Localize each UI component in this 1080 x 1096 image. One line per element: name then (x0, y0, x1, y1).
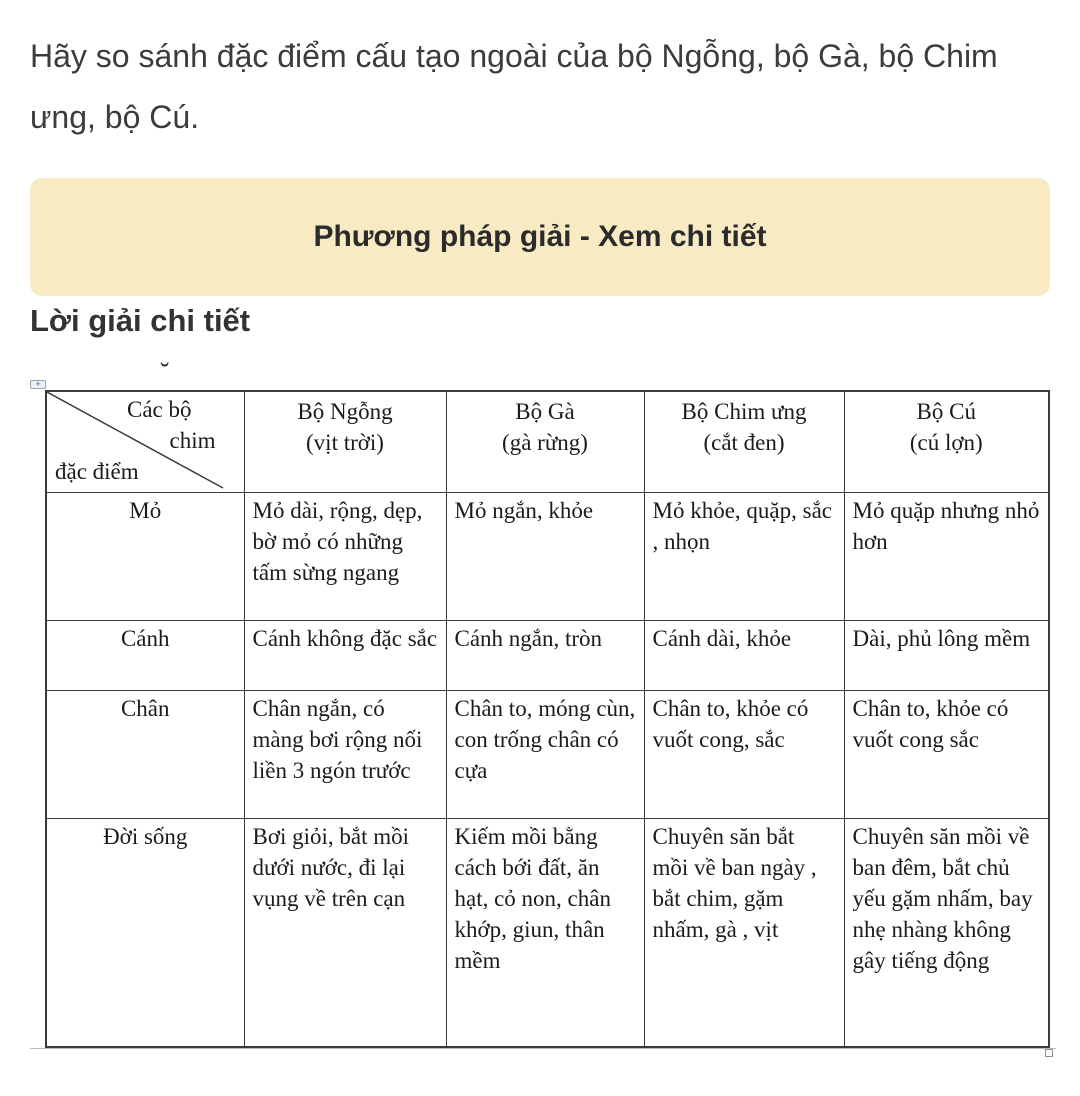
table-cell: Cánh ngắn, tròn (446, 620, 644, 690)
row-label-chan: Chân (46, 690, 244, 818)
comparison-table (45, 390, 1050, 1048)
table-row (46, 620, 1049, 690)
table-row (46, 690, 1049, 818)
table-cell: Chân ngắn, có màng bơi rộng nối liền 3 ngón trước (244, 690, 446, 818)
column-name: Bộ Ngỗng (297, 399, 393, 424)
table-cell: Cánh dài, khỏe (644, 620, 844, 690)
corner-label-top2: chim (169, 428, 216, 453)
table-cell: Mỏ ngắn, khỏe (446, 492, 644, 620)
column-name: Bộ Gà (515, 399, 575, 424)
table-corner-cell (46, 391, 244, 492)
row-label-doi-song: Đời sống (46, 818, 244, 1047)
table-row (46, 492, 1049, 620)
row-label-canh: Cánh (46, 620, 244, 690)
table-row (46, 818, 1049, 1047)
column-subtitle: (gà rừng) (502, 430, 588, 455)
column-header-chim-ung (644, 391, 844, 492)
column-subtitle: (vịt trời) (306, 430, 384, 455)
corner-label-bottom: đặc điểm (55, 459, 139, 484)
column-header-cu (844, 391, 1049, 492)
table-cell: Mỏ khỏe, quặp, sắc , nhọn (644, 492, 844, 620)
table-cell: Chân to, khỏe có vuốt cong sắc (844, 690, 1049, 818)
table-cell: Dài, phủ lông mềm (844, 620, 1049, 690)
table-cell: Chân to, khỏe có vuốt cong, sắc (644, 690, 844, 818)
corner-label-top: Các bộ (126, 397, 192, 422)
column-name: Bộ Chim ưng (681, 399, 807, 424)
page-edge-line (30, 1048, 1056, 1049)
cropped-text-fragment: ˘ (160, 360, 170, 378)
table-cell: Mỏ quặp nhưng nhỏ hơn (844, 492, 1049, 620)
table-cell: Chuyên săn mồi về ban đêm, bắt chủ yếu gặm nhấm, bay nhẹ nhàng không gây tiếng động (844, 818, 1049, 1047)
column-subtitle: (cắt đen) (703, 430, 785, 455)
table-cell: Cánh không đặc sắc (244, 620, 446, 690)
question-text: Hãy so sánh đặc điểm cấu tạo ngoài của bộ Ngỗng, bộ Gà, bộ Chim ưng, bộ Cú. (30, 38, 998, 135)
table-move-handle-icon: + (30, 380, 46, 389)
row-label-mo: Mỏ (46, 492, 244, 620)
column-header-ga (446, 391, 644, 492)
diagonal-divider (47, 392, 243, 491)
table-cell: Kiếm mồi bằng cách bới đất, ăn hạt, cỏ non, chân khớp, giun, thân mềm (446, 818, 644, 1047)
column-header-ngong (244, 391, 446, 492)
solution-heading: Lời giải chi tiết (30, 303, 251, 338)
column-subtitle: (cú lợn) (909, 430, 983, 455)
table-resize-handle (1045, 1049, 1053, 1057)
table-cell: Mỏ dài, rộng, dẹp, bờ mỏ có những tấm sừng ngang (244, 492, 446, 620)
table-cell: Chuyên săn bắt mồi về ban ngày , bắt chim, gặm nhấm, gà , vịt (644, 818, 844, 1047)
column-name: Bộ Cú (916, 399, 976, 424)
method-banner-label: Phương pháp giải - Xem chi tiết (313, 220, 767, 253)
table-cell: Bơi giỏi, bắt mồi dưới nước, đi lại vụng về trên cạn (244, 818, 446, 1047)
table-header-row (46, 391, 1049, 492)
method-banner-button[interactable] (30, 178, 1050, 296)
table-cell: Chân to, móng cùn, con trống chân có cựa (446, 690, 644, 818)
